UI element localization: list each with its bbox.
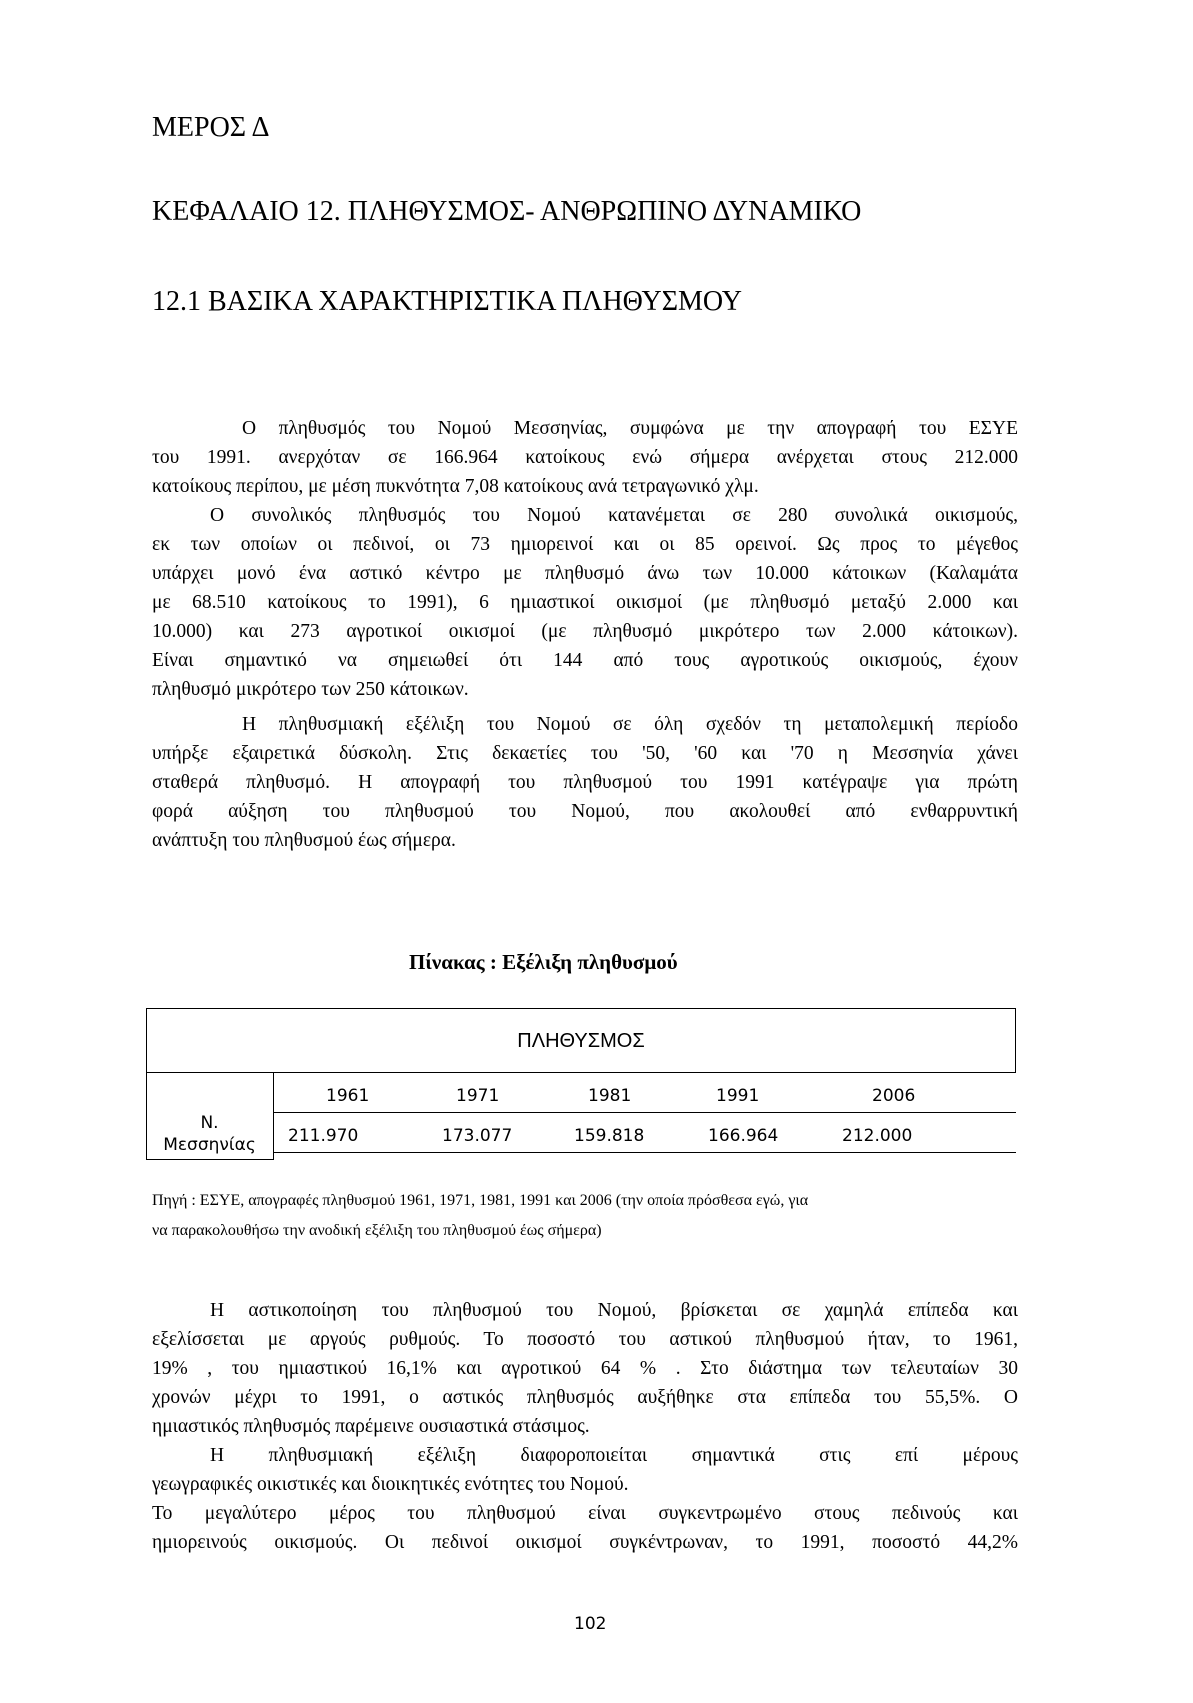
paragraph-line: γεωγραφικές οικιστικές και διοικητικές ενότητες του Νομού. bbox=[152, 1474, 629, 1495]
paragraph-line: 10.000) και 273 αγροτικοί οικισμοί (με πληθυσμό μικρότερο των 2.000 κάτοικων). bbox=[152, 621, 1018, 642]
row-label-line1: Ν. bbox=[200, 1113, 219, 1133]
paragraph-line: Η πληθυσμιακή εξέλιξη διαφοροποιείται σημαντικά στις επί μέρους bbox=[210, 1445, 1018, 1466]
paragraph-line: Ο συνολικός πληθυσμός του Νομού κατανέμεται σε 280 συνολικά οικισμούς, bbox=[210, 505, 1018, 526]
table-header: ΠΛΗΘΥΣΜΟΣ bbox=[517, 1030, 645, 1052]
table-caption: Πίνακας : Εξέλιξη πληθυσμού bbox=[409, 950, 678, 974]
paragraph-line: ημιαστικός πληθυσμός παρέμεινε ουσιαστικά στάσιμος. bbox=[152, 1416, 590, 1437]
paragraph-line: σταθερά πληθυσμό. Η απογραφή του πληθυσμού του 1991 κατέγραψε για πρώτη bbox=[152, 772, 1018, 793]
paragraph-concentration bbox=[152, 1499, 1018, 1557]
paragraph-line: φορά αύξηση του πληθυσμού του Νομού, που ακολουθεί από ενθαρρυντική bbox=[152, 801, 1018, 822]
value-cell: 159.818 bbox=[574, 1126, 645, 1146]
paragraph-line: χρονών μέχρι το 1991, ο αστικός πληθυσμός αυξήθηκε στα επίπεδα του 55,5%. Ο bbox=[152, 1387, 1018, 1408]
table-col-divider bbox=[273, 1072, 274, 1160]
paragraph-line: Η αστικοποίηση του πληθυσμού του Νομού, βρίσκεται σε χαμηλά επίπεδα και bbox=[210, 1300, 1018, 1321]
value-cell: 166.964 bbox=[708, 1126, 779, 1146]
paragraph-line: κατοίκους περίπου, με μέση πυκνότητα 7,08 κατοίκους ανά τετραγωνικό χλμ. bbox=[152, 476, 759, 497]
paragraph-line: 19% , του ημιαστικού 16,1% και αγροτικού 64 % . Στο διάστημα των τελευταίων 30 bbox=[152, 1358, 1018, 1379]
years-underline bbox=[274, 1112, 1016, 1113]
paragraph-line: υπήρξε εξαιρετικά δύσκολη. Στις δεκαετίες του '50, '60 και '70 η Μεσσηνία χάνει bbox=[152, 743, 1018, 764]
paragraph-line: ανάπτυξη του πληθυσμού έως σήμερα. bbox=[152, 830, 456, 851]
value-cell: 212.000 bbox=[842, 1126, 913, 1146]
paragraph-urbanization bbox=[152, 1296, 1018, 1441]
page-number: 102 bbox=[574, 1614, 607, 1634]
source-line: να παρακολουθήσω την ανοδική εξέλιξη του πληθυσμού έως σήμερα) bbox=[152, 1222, 602, 1239]
paragraph-line: ημιορεινούς οικισμούς. Οι πεδινοί οικισμοί συγκέντρωναν, το 1991, ποσοστό 44,2% bbox=[152, 1532, 1018, 1553]
paragraph-population-evolution bbox=[152, 710, 1018, 855]
year-cell: 1991 bbox=[716, 1086, 760, 1106]
values-underline bbox=[274, 1152, 1016, 1153]
year-cell: 2006 bbox=[872, 1086, 916, 1106]
source-note bbox=[152, 1186, 1032, 1246]
paragraph-line: Το μεγαλύτερο μέρος του πληθυσμού είναι συγκεντρωμένο στους πεδινούς και bbox=[152, 1503, 1018, 1524]
table-header-divider bbox=[146, 1072, 1016, 1073]
value-cell: 211.970 bbox=[288, 1126, 359, 1146]
year-cell: 1961 bbox=[326, 1086, 370, 1106]
paragraph-line: εκ των οποίων οι πεδινοί, οι 73 ημιορεινοί και οι 85 ορεινοί. Ως προς το μέγεθος bbox=[152, 534, 1018, 555]
paragraph-line: με 68.510 κατοίκους το 1991), 6 ημιαστικοί οικισμοί (με πληθυσμό μεταξύ 2.000 και bbox=[152, 592, 1018, 613]
row-label-line2: Μεσσηνίας bbox=[163, 1135, 256, 1155]
paragraph-population-overview bbox=[152, 414, 1018, 704]
table-bottom-border bbox=[146, 1159, 273, 1160]
table-top-border bbox=[146, 1008, 1016, 1009]
chapter-title: ΚΕΦΑΛΑΙΟ 12. ΠΛΗΘΥΣΜΟΣ- ΑΝΘΡΩΠΙΝΟ ΔΥΝΑΜΙΚΟ bbox=[152, 196, 862, 227]
paragraph-line: Ο πληθυσμός του Νομού Μεσσηνίας, συμφώνα με την απογραφή του ΕΣΥΕ bbox=[242, 418, 1018, 439]
year-cell: 1971 bbox=[456, 1086, 500, 1106]
paragraph-line: Η πληθυσμιακή εξέλιξη του Νομού σε όλη σχεδόν τη μεταπολεμική περίοδο bbox=[242, 714, 1018, 735]
paragraph-line: Είναι σημαντικό να σημειωθεί ότι 144 από τους αγροτικούς οικισμούς, έχουν bbox=[152, 650, 1018, 671]
paragraph-line: εξελίσσεται με αργούς ρυθμούς. Το ποσοστό του αστικού πληθυσμού ήταν, το 1961, bbox=[152, 1329, 1018, 1350]
source-line: Πηγή : ΕΣΥΕ, απογραφές πληθυσμού 1961, 1971, 1981, 1991 και 2006 (την οποία πρόσθεσα εγώ, για bbox=[152, 1192, 809, 1209]
population-table bbox=[146, 1008, 1016, 1160]
part-label: ΜΕΡΟΣ Δ bbox=[152, 112, 270, 143]
paragraph-line: του 1991. ανερχόταν σε 166.964 κατοίκους ενώ σήμερα ανέρχεται στους 212.000 bbox=[152, 447, 1018, 468]
paragraph-geographic bbox=[152, 1441, 1018, 1499]
paragraph-line: πληθυσμό μικρότερο των 250 κάτοικων. bbox=[152, 679, 469, 700]
section-title: 12.1 ΒΑΣΙΚΑ ΧΑΡΑΚΤΗΡΙΣΤΙΚΑ ΠΛΗΘΥΣΜΟΥ bbox=[152, 286, 742, 317]
year-cell: 1981 bbox=[588, 1086, 632, 1106]
row-label bbox=[146, 1112, 273, 1156]
value-cell: 173.077 bbox=[442, 1126, 513, 1146]
paragraph-line: υπάρχει μονό ένα αστικό κέντρο με πληθυσμό άνω των 10.000 κάτοικων (Καλαμάτα bbox=[152, 563, 1018, 584]
